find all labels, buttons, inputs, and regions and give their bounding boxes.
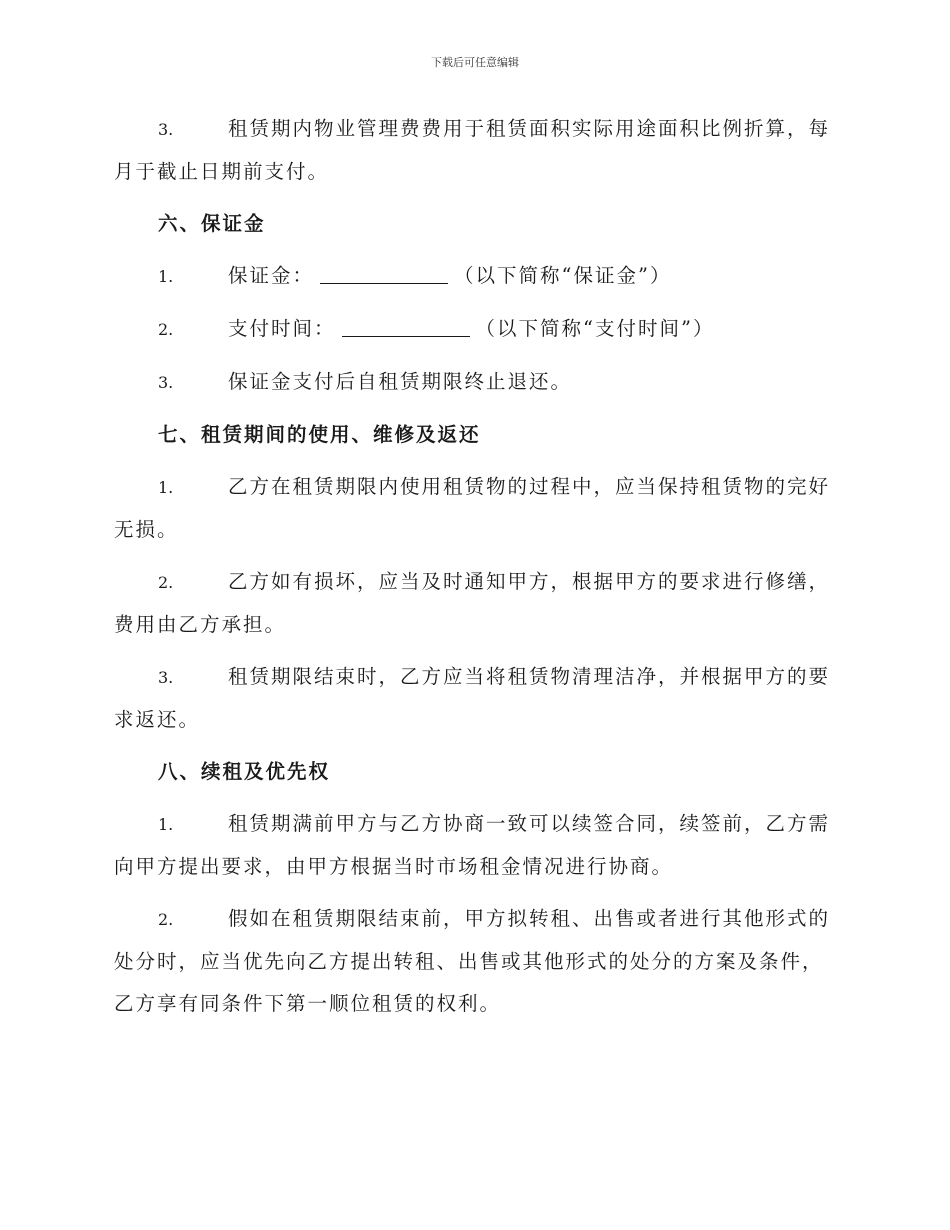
clause-number: 1.: [158, 478, 174, 497]
clause-text: 乙方在租赁期限内使用租赁物的过程中，应当保持租赁物的完好无损。: [114, 475, 831, 541]
section-heading-8: 八、续租及优先权: [158, 760, 331, 783]
clause-text: 乙方如有损坏，应当及时通知甲方，根据甲方的要求进行修缮，费用由乙方承担。: [114, 570, 831, 636]
section-heading-7: 七、租赁期间的使用、维修及返还: [158, 423, 481, 446]
clause-suffix: （以下简称“保证金”）: [454, 264, 672, 287]
clause-7-1: [114, 466, 834, 551]
clause-number: 2.: [158, 910, 174, 929]
clause-text: 租赁期内物业管理费费用于租赁面积实际用途面积比例折算，每月于截止日期前支付。: [114, 117, 831, 183]
header-note: 下载后可任意编辑: [431, 56, 519, 69]
fill-in-blank[interactable]: [320, 265, 448, 284]
clause-7-3: [114, 656, 834, 741]
clause-label: 保证金：: [228, 264, 315, 287]
clause-number: 2.: [158, 573, 174, 592]
clause-label: 支付时间：: [228, 317, 336, 340]
fill-in-blank[interactable]: [342, 318, 470, 337]
clause-6-3: [114, 361, 834, 404]
clause-5-3: [114, 108, 834, 193]
section-heading-6: 六、保证金: [158, 212, 266, 235]
clause-6-2: [114, 308, 834, 351]
clause-8-1: [114, 803, 834, 888]
clause-number: 3.: [158, 668, 174, 687]
clause-7-2: [114, 561, 834, 646]
clause-number: 2.: [158, 320, 174, 339]
clause-text: 租赁期限结束时，乙方应当将租赁物清理洁净，并根据甲方的要求返还。: [114, 665, 831, 731]
clause-text: 租赁期满前甲方与乙方协商一致可以续签合同，续签前，乙方需向甲方提出要求，由甲方根据当时市场租金情况进行协商。: [114, 812, 831, 878]
clause-6-1: [114, 255, 834, 298]
clause-number: 1.: [158, 267, 174, 286]
document-body: [114, 108, 834, 1025]
clause-number: 3.: [158, 120, 174, 139]
clause-8-2: [114, 898, 834, 1025]
clause-text: 保证金支付后自租赁期限终止退还。: [228, 370, 573, 393]
clause-suffix: （以下简称“支付时间”）: [475, 317, 715, 340]
clause-number: 1.: [158, 815, 174, 834]
clause-text: 假如在租赁期限结束前，甲方拟转租、出售或者进行其他形式的处分时，应当优先向乙方提出转租、出售或其他形式的处分的方案及条件，乙方享有同条件下第一顺位租赁的权利。: [114, 907, 831, 1015]
clause-number: 3.: [158, 373, 174, 392]
